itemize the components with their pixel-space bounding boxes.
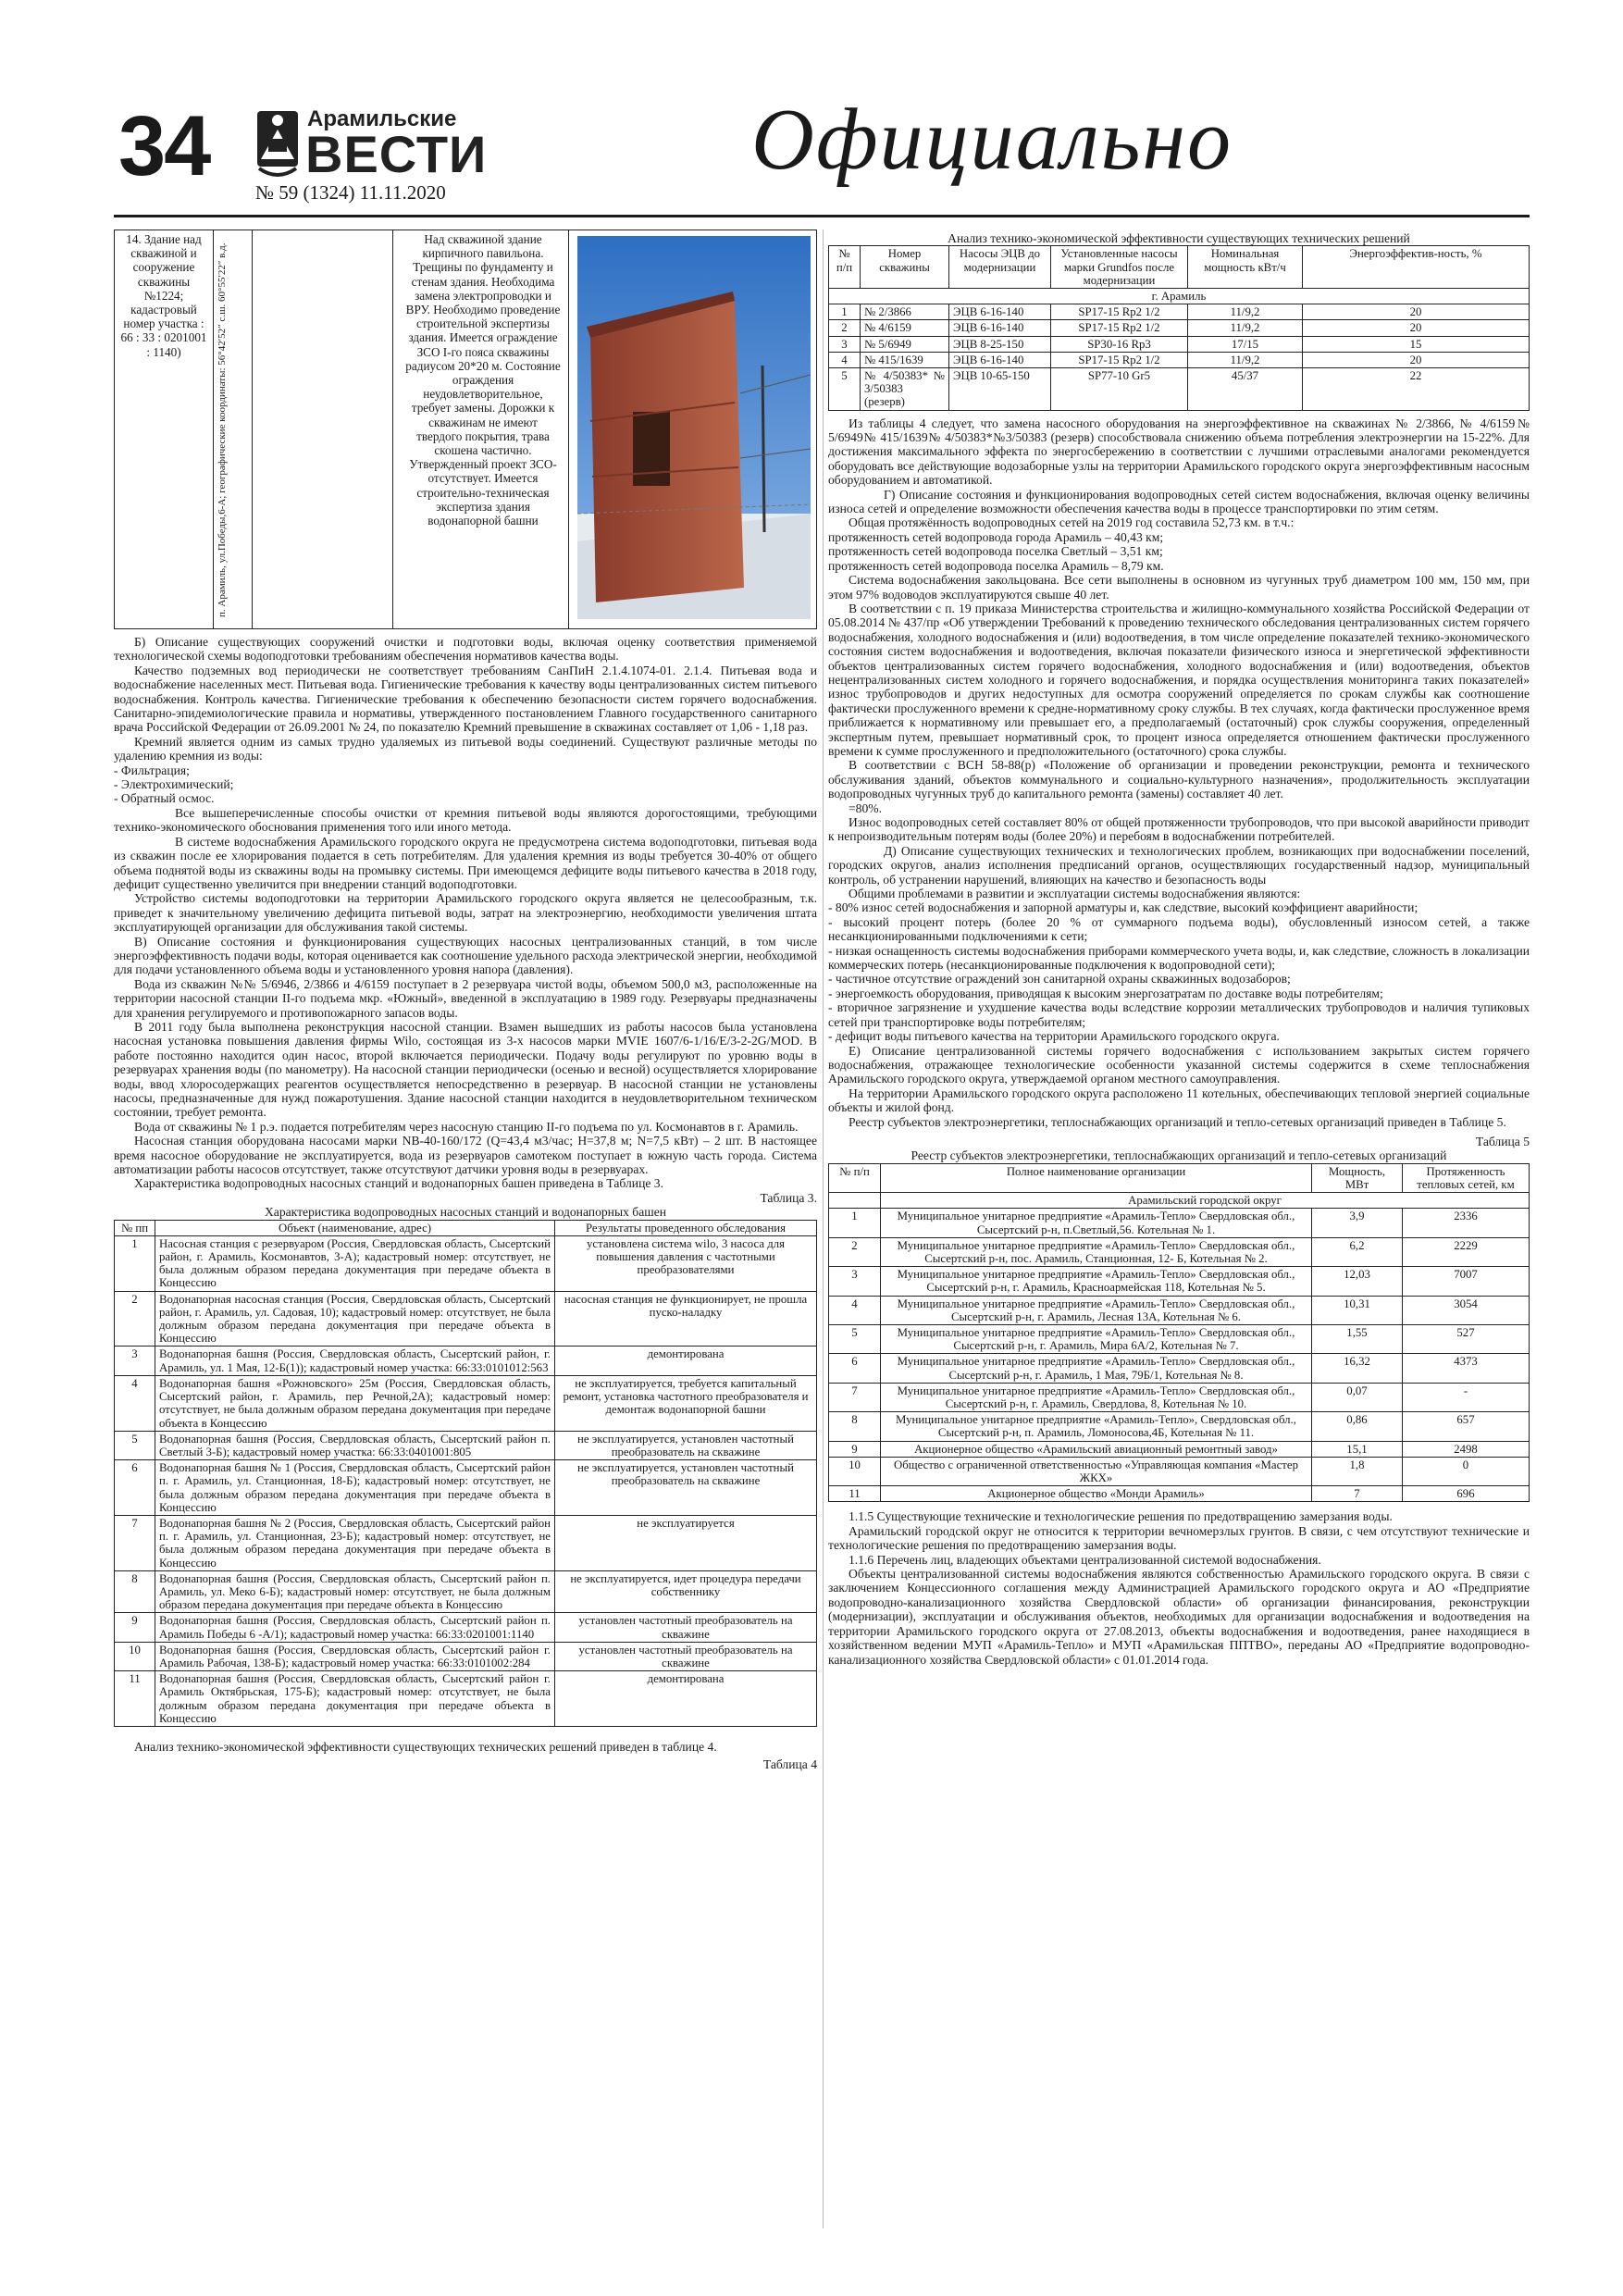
list-item: - высокий процент потерь (более 20 % от суммарного подъема воды), обусловленный износом сетей, а также несанкционированными подключениями к сети; [828, 914, 1530, 944]
cell: 4373 [1403, 1354, 1530, 1383]
cell: 4 [115, 1375, 155, 1431]
column-divider [823, 230, 824, 2228]
cell: 9 [115, 1613, 155, 1642]
cell: 527 [1403, 1325, 1530, 1354]
table-row [829, 1237, 1530, 1266]
paragraph: Общими проблемами в развитии и эксплуатации системы водоснабжения являются: [849, 887, 1301, 901]
cell: Муниципальное унитарное предприятие «Арамиль-Тепло» Свердловская обл., Сысертский р-н, г. Арамиль, Мира 6А/2, Котельная № 7. [881, 1325, 1312, 1354]
cell: демонтирована [555, 1347, 817, 1375]
paragraph: Е) Описание централизованной системы горячего водоснабжения с использованием закрытых систем горячего водоснабжения, отражающее технологические особенности указанной системы содержится в схеме теплоснабжения Арамильского городского округа, утверждаемой органом местного самоуправления. [828, 1043, 1530, 1086]
table-section-row [829, 1193, 1530, 1209]
cell: 3 [115, 1347, 155, 1375]
table-row [115, 1515, 817, 1570]
well-14-state: Над скважиной здание кирпичного павильона. Трещины по фундаменту и стенам здания. Необходима замена электропроводки и ВРУ. Необходимо проведение строительной экспертизы здания. Имеется ограждение ЗСО I-го пояса скважины радиусом 20*20 м. Состояние ограждения неудовлетворительное, требует замены. Дорожки к скважинам не имеют твердого покрытия, трава скошена частично. Утвержденный проект ЗСО-отсутствует. Имеется строительно-техническая экспертиза здания водонапорной башни [405, 232, 561, 528]
cell: Водонапорная башня (Россия, Свердловская область, Сысертский район, г. Арамиль, ул. 1 Мая, 12-Б(1)); кадастровый номер участка: 66:33:0101012:563 [155, 1347, 555, 1375]
cell: Водонапорная насосная станция (Россия, Свердловская область, Сысертский район, г. Арамиль, ул. Садовая, 10); кадастровый номер: отсутствует, не была должным образом передана документация при передаче объекта в Концессию [155, 1291, 555, 1347]
paragraph: Все вышеперечисленные способы очистки от кремния питьевой воды являются дорогостоящими, требующими технико-экономического обоснования применения того или иного метода. [114, 805, 817, 835]
cell: 2 [829, 320, 861, 336]
table-section-row [829, 289, 1530, 304]
table-row [829, 352, 1530, 367]
paragraph: Износ водопроводных сетей составляет 80% от общей протяженности трубопроводов, что при высокой аварийности приводит к непроизводительным потерям воды (более 20%) и перебоям в водоснабжении потребителей. [828, 815, 1530, 844]
cell: ЭЦВ 10-65-150 [949, 368, 1051, 411]
table-row [115, 1235, 817, 1291]
list-item: - 80% износ сетей водоснабжения и запорной арматуры и, как следствие, высокий коэффициент аварийности; [828, 900, 1419, 915]
cell: ЭЦВ 8-25-150 [949, 336, 1051, 352]
paragraph: Анализ технико-экономической эффективности существующих технических решений приведен в таблице 4. [134, 1739, 717, 1754]
paragraph: Объекты централизованной системы водоснабжения являются собственностью Арамильского городского округа. В связи с заключением Концессионного соглашения между Администрацией Арамильского городского округа и АО «Предприятие водопроводно-канализационного хозяйства Свердловской области» об организации финансирования, реконструкции (модернизации), эксплуатации и обслуживания объектов, необходимых для организации водоснабжения и водоотведения на территории Арамильского городского округа от 27.08.2013, объекты водоснабжения и водоотведения, ранее находящиеся в хозяйственном ведении МУП «Арамиль-Тепло» и МУП «Арамильская ППТВО», переданы АО «Предприятие водопроводно-канализационного хозяйства Свердловской области» с 01.01.2014 года. [828, 1567, 1530, 1667]
table-header: Номинальная мощность кВт/ч [1188, 246, 1303, 289]
well-14-block [114, 230, 817, 629]
paragraph: Из таблицы 4 следует, что замена насосного оборудования на энергоэффективное на скважинах № 2/3866, № 4/6159№ 5/6949№ 415/1639№ 4/50383*№3/50383 (резерв) способствовала снижению объема потребления электроэнергии на 15-22%. Для достижения максимального эффекта по энергосбережению в соответствии с лучшими отраслевыми аналогами рекомендуется оборудовать все действующие водозаборные узлы на территории Арамильского городского округа энергоэффективным насосным оборудованием и автоматикой. [828, 416, 1530, 488]
cell: 1,8 [1312, 1457, 1403, 1485]
cell: ЭЦВ 6-16-140 [949, 304, 1051, 320]
cell: 20 [1303, 352, 1530, 367]
table-row [829, 336, 1530, 352]
well-14-object: 14. Здание над скважиной и сооружение скважины №1224; кадастровый номер участка : 66 : 33 : 0201001 : 1140) [115, 230, 214, 628]
cell: SP17-15 Rp2 1/2 [1051, 320, 1188, 336]
cell: Муниципальное унитарное предприятие «Арамиль-Тепло» Свердловская обл., Сысертский р-н, пос. Арамиль, Станционная, 12- Б, Котельная № 2. [881, 1237, 1312, 1266]
cell: SP17-15 Rp2 1/2 [1051, 352, 1188, 367]
cell: 2 [829, 1237, 881, 1266]
cell: ЭЦВ 6-16-140 [949, 352, 1051, 367]
paragraph: Общая протяжённость водопроводных сетей на 2019 год составила 52,73 км. в т.ч.: [849, 515, 1295, 530]
table-header-row [829, 1163, 1530, 1192]
cell: 0,07 [1312, 1383, 1403, 1411]
list-item: - энергоемкость оборудования, приводящая к высоким энергозатратам по доставке воды потребителям; [828, 986, 1383, 1000]
cell: Водонапорная башня (Россия, Свердловская область, Сысертский район п. Арамиль, ул. Меко 6-Б); кадастровый номер: отсутствует, не была должным образом передана документация при передаче объекта в Концессию [155, 1570, 555, 1613]
table-row [829, 1296, 1530, 1324]
cell: Общество с ограниченной ответственностью «Управляющая компания «Мастер ЖКХ» [881, 1457, 1312, 1485]
cell: не эксплуатируется, установлен частотный преобразователь на скважине [555, 1431, 817, 1459]
cell: SP17-15 Rp2 1/2 [1051, 304, 1188, 320]
paragraph: На территории Арамильского городского округа расположено 11 котельных, обеспечивающих тепловой энергией социальные объекты и жилой фонд. [828, 1086, 1530, 1115]
table-row [115, 1460, 817, 1516]
cell: 8 [829, 1412, 881, 1441]
cell: Акционерное общество «Арамильский авиационный ремонтный завод» [881, 1441, 1312, 1457]
table-header: Мощность, МВт [1312, 1163, 1403, 1192]
paragraph: 1.1.6 Перечень лиц, владеющих объектами централизованной системой водоснабжения. [849, 1552, 1321, 1567]
list-item: - вторичное загрязнение и ухудшение качества воды вследствие коррозии металлических трубопроводов и наличия тупиковых сетей при транспортировке воды потребителям; [828, 1000, 1530, 1029]
table5-number: Таблица 5 [1475, 1134, 1530, 1148]
cell: Арамильский городской округ [881, 1193, 1530, 1209]
table-row [115, 1431, 817, 1459]
cell: 22 [1303, 368, 1530, 411]
table4 [828, 245, 1530, 410]
cell: Водонапорная башня № 1 (Россия, Свердловская область, Сысертский район п. г. Арамиль, ул. Станционная, 18-Б); кадастровый номер: отсутствует, не была должным образом передана документация при передаче объекта в Концессию [155, 1460, 555, 1516]
table-row [829, 1209, 1530, 1237]
paragraph: =80%. [849, 800, 882, 815]
table-row [829, 1412, 1530, 1441]
cell: Муниципальное унитарное предприятие «Арамиль-Тепло», Свердловская обл., Сысертский р-н, п. Арамиль, Ломоносова,4Б, Котельная № 11. [881, 1412, 1312, 1441]
table-header: Номер скважины [861, 246, 949, 289]
page-number: 34 [118, 99, 210, 193]
list-item: - низкая оснащенность системы водоснабжения приборами коммерческого учета воды, и, как следствие, сложность в локализации коммерческих потерь (несанкционированные подключения к водопроводной сети); [828, 943, 1530, 973]
cell: не эксплуатируется, идет процедура передачи собственнику [555, 1570, 817, 1613]
cell: № 4/50383* № 3/50383 (резерв) [861, 368, 949, 411]
logo-line2: ВЕСТИ [305, 125, 487, 183]
cell: 10 [115, 1642, 155, 1670]
paragraph: В соответствии с п. 19 приказа Министерства строительства и жилищно-коммунального хозяйства Российской Федерации от 05.08.2014 № 437/пр «Об утверждении Требований к проведению технического обследования централизованных систем горячего водоснабжения, холодного водоснабжения и (или) водоотведения, в том числе определение показателей технико-экономического состояния систем водоснабжения и водоотведения, включая показатели физического износа и энергетической эффективности объектов централизованных систем горячего водоснабжения, холодного водоснабжения и (или) водоотведения, объектов нецентрализованных систем холодного и горячего водоснабжения, и порядка осуществления мониторинга таких показателей» износ трубопроводов и других недоступных для осмотра сооружений определяется по срокам службы как соотношение фактически прослуженного времени к средне-нормативному сроку службы. В тех случаях, когда фактически прослуженное время приближается к нормативному или превышает его, а предполагаемый (остаточный) срок службы сооружения, определенный экспертным путем, превышает нормативный срок, то процент износа определяется отношением фактически прослуженного времени к сумме прослуженного и предположительного (остаточного) срока службы. [828, 601, 1530, 758]
cell: не эксплуатируется, требуется капитальный ремонт, установка частотного преобразователя и демонтаж водонапорной башни [555, 1375, 817, 1431]
table-row [115, 1642, 817, 1670]
cell: 15 [1303, 336, 1530, 352]
cell: Муниципальное унитарное предприятие «Арамиль-Тепло» Свердловская обл., Сысертский р-н, п.Светлый,56. Котельная № 1. [881, 1209, 1312, 1237]
table-header: Объект (наименование, адрес) [155, 1220, 555, 1235]
list-item: - дефицит воды питьевого качества на территории Арамильского городского округа. [828, 1029, 1280, 1044]
cell: 4 [829, 352, 861, 367]
list-item: протяженность сетей водопровода поселка Светлый – 3,51 км; [828, 544, 1163, 559]
paragraph: Б) Описание существующих сооружений очистки и подготовки воды, включая оценку соответствия применяемой технологической схемы водоподготовки требованиям обеспечения нормативов качества воды. [114, 635, 817, 664]
issue-info: № 59 (1324) 11.11.2020 [255, 181, 446, 204]
list-item: - частичное отсутствие ограждений зон санитарной охраны скважинных водозаборов; [828, 972, 1291, 987]
table-row [829, 320, 1530, 336]
table-row [115, 1570, 817, 1613]
table-row [829, 1325, 1530, 1354]
cell: 11/9,2 [1188, 304, 1303, 320]
list-item: - Электрохимический; [114, 777, 234, 792]
cell: не эксплуатируется [555, 1515, 817, 1570]
cell: 657 [1403, 1412, 1530, 1441]
coat-of-arms-icon [257, 111, 298, 175]
paragraph: 1.1.5 Существующие технические и технологические решения по предотвращению замерзания воды. [849, 1509, 1393, 1524]
cell: 0,86 [1312, 1412, 1403, 1441]
cell: установлен частотный преобразователь на скважине [555, 1642, 817, 1670]
well-building-photo [577, 236, 811, 619]
list-item: - Обратный осмос. [114, 791, 215, 806]
cell: Муниципальное унитарное предприятие «Арамиль-Тепло» Свердловская обл., Сысертский р-н, г. Арамиль, Красноармейская 118, Котельная № 5. [881, 1267, 1312, 1296]
cell: 6,2 [1312, 1237, 1403, 1266]
cell: 1 [115, 1235, 155, 1291]
table-header: № п/п [829, 1163, 881, 1192]
cell: 11/9,2 [1188, 320, 1303, 336]
table-row [829, 1267, 1530, 1296]
cell: 3 [829, 336, 861, 352]
paragraph: Характеристика водопроводных насосных станций и водонапорных башен приведена в Таблице 3. [134, 1176, 663, 1191]
table-header: Полное наименование организации [881, 1163, 1312, 1192]
cell: 5 [829, 368, 861, 411]
cell: 2498 [1403, 1441, 1530, 1457]
paragraph: В соответствии с ВСН 58-88(р) «Положение об организации и проведении реконструкции, ремонта и технического обслуживания зданий, объектов коммунального и социально-культурного назначения», продолжительность эксплуатации водопроводных чугунных труб до капитального ремонта (замены) составляет 40 лет. [828, 758, 1530, 801]
newspaper-logo [255, 104, 487, 183]
cell: Насосная станция с резервуаром (Россия, Свердловская область, Сысертский район, г. Арамиль, Космонавтов, 3-А); кадастровый номер: отсутствует, не была должным образом передана документация при передаче объекта в Концессию [155, 1235, 555, 1291]
table-row [115, 1291, 817, 1347]
cell: 3054 [1403, 1296, 1530, 1324]
paragraph: Система водоснабжения закольцована. Все сети выполнены в основном из чугунных труб диаметром 100 мм, 150 мм, при этом 97% водоводов эксплуатируются свыше 40 лет. [828, 573, 1530, 602]
cell: 2336 [1403, 1209, 1530, 1237]
cell: ЭЦВ 6-16-140 [949, 320, 1051, 336]
table-row [115, 1347, 817, 1375]
paragraph: В 2011 году была выполнена реконструкция насосной станции. Взамен вышедших из работы насосов была установлена насосная установка повышения давления фирмы Wilo, состоящая из 3-х насосов марки MVIE 1607/6-1/16/E/3-2-2G/MOD. В работе постоянно находится один насос, второй включается периодически. Подачу воды регулируют по уровню воды в резервуарах хранения воды (по манометру). На насосной станции периодически (осенью и весной) осуществляется хлорирование воды, ввод хлоросодержащих реагентов осуществляется непосредственно в резервуар. В насосной станции не установлены насосы, предназначенные для нужд пожаротушения. Здание насосной станции находится в неудовлетворительном техническом состоянии, требует ремонта. [114, 1019, 817, 1120]
cell: № 5/6949 [861, 336, 949, 352]
cell: 1 [829, 304, 861, 320]
cell: 10,31 [1312, 1296, 1403, 1324]
table-row [115, 1613, 817, 1642]
table4-number: Таблица 4 [762, 1757, 817, 1772]
table-header: № п/п [829, 246, 861, 289]
cell: № 2/3866 [861, 304, 949, 320]
cell: 7 [115, 1515, 155, 1570]
cell: Муниципальное унитарное предприятие «Арамиль-Тепло» Свердловская обл., Сысертский р-н, г. Арамиль, Свердлова, 8, Котельная № 10. [881, 1383, 1312, 1411]
cell: 7 [829, 1383, 881, 1411]
cell: 696 [1403, 1486, 1530, 1502]
header-rule [114, 215, 1530, 217]
cell: Водонапорная башня (Россия, Свердловская область, Сысертский район г. Арамиль Рабочая, 138-Б); кадастровый номер участка: 66:33:0101002:284 [155, 1642, 555, 1670]
cell: установлена система wilo, 3 насоса для повышения давления с частотными преобразователями [555, 1235, 817, 1291]
table3-number: Таблица 3. [760, 1190, 817, 1205]
table-header-row [115, 1220, 817, 1235]
paragraph: Д) Описание существующих технических и технологических проблем, возникающих при водоснабжении поселений, городских округов, анализ исполнения предписаний органов, осуществляющих государственный надзор, муниципальный контроль, об устранении нарушений, влияющих на качество и безопасность воды [828, 843, 1530, 887]
cell: 1,55 [1312, 1325, 1403, 1354]
table-row [829, 304, 1530, 320]
table5 [828, 1163, 1530, 1503]
table-header: Установленные насосы марки Grundfos после модернизации [1051, 246, 1188, 289]
table-header: Насосы ЭЦВ до модернизации [949, 246, 1051, 289]
paragraph: Устройство системы водоподготовки на территории Арамильского городского округа является не целесообразным, т.к. приведет к значительному увеличению дефицита питьевой воды, затрат на электроэнергию, необходимости увеличения штата эксплуатирующей организации для обслуживания такой системы. [114, 891, 817, 935]
table-row [115, 1671, 817, 1727]
paragraph: Качество подземных вод периодически не соответствует требованиям СанПиН 2.1.4.1074-01. 2.1.4. Питьевая вода и водоснабжение населенных мест. Питьевая вода. Гигиенические требования к качеству воды централизованных систем питьевого водоснабжения. Контроль качества. Гигиенические требования к обеспечению безопасности систем горячего водоснабжения. Санитарно-эпидемиологические правила и нормативы, утвержденного постановлением Главного государственного санитарного врача Российской Федерации от 26.09.2001 № 24, по показателю Кремний превышение в скважинах составляет от 1,06 - 1,18 раз. [114, 663, 817, 735]
cell: 11 [829, 1486, 881, 1502]
table4-title: Анализ технико-экономической эффективности существующих технических решений [948, 231, 1410, 245]
cell: Водонапорная башня (Россия, Свердловская область, Сысертский район п. Светлый 3-Б); кадастровый номер участка: 66:33:0401001:805 [155, 1431, 555, 1459]
table3-title: Характеристика водопроводных насосных станций и водонапорных башен [264, 1205, 667, 1220]
cell: 8 [115, 1570, 155, 1613]
cell: Акционерное общество «Монди Арамиль» [881, 1486, 1312, 1502]
cell: - [1403, 1383, 1530, 1411]
cell: демонтирована [555, 1671, 817, 1727]
list-item: протяженность сетей водопровода города Арамиль – 40,43 км; [828, 529, 1164, 544]
cell: Водонапорная башня (Россия, Свердловская область, Сысертский район г. Арамиль Октябрьская, 175-Б); кадастровый номер: отсутствует, не была должным образом передана документация при передаче объекта в Концессию [155, 1671, 555, 1727]
paragraph: Насосная станция оборудована насосами марки NB-40-160/172 (Q=43,4 м3/час; H=37,8 м; N=7,5 кВт) – 2 шт. В настоящее время насосное оборудование не эксплуатируется, вода из резервуаров самотеком поступает в южную часть города. Система автоматизации работы насосов отсутствует, также отсутствуют датчики уровня воды в резервуарах. [114, 1134, 817, 1177]
table-header: Протяженность тепловых сетей, км [1403, 1163, 1530, 1192]
cell: 1 [829, 1209, 881, 1237]
cell: 5 [829, 1325, 881, 1354]
paragraph: Кремний является одним из самых трудно удаляемых из питьевой воды соединений. Существуют различные методы по удалению кремния из воды: [114, 734, 817, 763]
list-item: - Фильтрация; [114, 763, 190, 777]
paragraph: Г) Описание состояния и функционирования водопроводных сетей систем водоснабжения, включая оценку величины износа сетей и определение возможности обеспечения качества воды в процессе транспортировки по этим сетям. [828, 487, 1530, 516]
logo-line1: Арамильские [307, 106, 457, 131]
right-column-text [828, 231, 1530, 1667]
cell: Водонапорная башня «Рожновского» 25м (Россия, Свердловская область, Сысертский район, г. Арамиль, пер Речной,2А); кадастровый номер: отсутствует, не была должным образом передана документация при передаче объекта в Концессию [155, 1375, 555, 1431]
cell: 20 [1303, 320, 1530, 336]
table-header-row [829, 246, 1530, 289]
cell: г. Арамиль [829, 289, 1530, 304]
table-header: № пп [115, 1220, 155, 1235]
cell: 10 [829, 1457, 881, 1485]
paragraph: В системе водоснабжения Арамильского городского округа не предусмотрена система водоподготовки, питьевая вода из скважин после ее хлорирования подается в сеть потребителям. Для удаления кремния из воды требуется 30-40% от общего объема поднятой воды из скважины воды на промывку системы. При имеющемся дефиците воды питьевого качества в 2018 году, дефицит существенно увеличится при внедрении станций водоподготовки. [114, 834, 817, 891]
cell: Водонапорная башня (Россия, Свердловская область, Сысертский район п. Арамиль Победы 6 -А/1); кадастровый номер участка: 66:33:0201001:1140 [155, 1613, 555, 1642]
cell: SP77-10 Gr5 [1051, 368, 1188, 411]
cell: 3,9 [1312, 1209, 1403, 1237]
table-row [829, 1457, 1530, 1485]
left-column-text [114, 635, 817, 1772]
cell: 11 [115, 1671, 155, 1727]
table-row [829, 1354, 1530, 1383]
cell: 4 [829, 1296, 881, 1324]
cell: 3 [829, 1267, 881, 1296]
cell: 0 [1403, 1457, 1530, 1485]
cell: насосная станция не функционирует, не прошла пуско-наладку [555, 1291, 817, 1347]
cell: не эксплуатируется, установлен частотный преобразователь на скважине [555, 1460, 817, 1516]
list-item: протяженность сетей водопровода поселка Арамиль – 8,79 км. [828, 558, 1164, 573]
table3 [114, 1220, 817, 1727]
paragraph: В) Описание состояния и функционирования существующих насосных централизованных станций, в том числе энергоэффективность подачи воды, которая оценивается как соотношение удельного расхода электрической энергии, необходимой для подачи установленного объема воды и установленного уровня напора (давления). [114, 934, 817, 977]
cell: 6 [115, 1460, 155, 1516]
table-row [115, 1375, 817, 1431]
cell: № 415/1639 [861, 352, 949, 367]
cell: 7007 [1403, 1267, 1530, 1296]
table5-title: Реестр субъектов электроэнергетики, теплоснабжающих организаций и тепло-сетевых организаций [911, 1148, 1447, 1163]
cell: 7 [1312, 1486, 1403, 1502]
cell: Водонапорная башня № 2 (Россия, Свердловская область, Сысертский район п. г. Арамиль, ул. Станционная, 23-Б); кадастровый номер: отсутствует, не была должным образом передана документация при передаче объекта в Концессию [155, 1515, 555, 1570]
cell: 15,1 [1312, 1441, 1403, 1457]
cell: Муниципальное унитарное предприятие «Арамиль-Тепло» Свердловская обл., Сысертский р-н, г. Арамиль, Лесная 13А, Котельная № 6. [881, 1296, 1312, 1324]
cell: 5 [115, 1431, 155, 1459]
table-header: Результаты проведенного обследования [555, 1220, 817, 1235]
cell: 11/9,2 [1188, 352, 1303, 367]
cell: 6 [829, 1354, 881, 1383]
cell: 2 [115, 1291, 155, 1347]
cell: 17/15 [1188, 336, 1303, 352]
cell: 12,03 [1312, 1267, 1403, 1296]
table-row [829, 1383, 1530, 1411]
cell: SP30-16 Rp3 [1051, 336, 1188, 352]
cell: установлен частотный преобразователь на скважине [555, 1613, 817, 1642]
cell: Муниципальное унитарное предприятие «Арамиль-Тепло» Свердловская обл., Сысертский р-н, г. Арамиль, 1 Мая, 79Б/1, Котельная № 8. [881, 1354, 1312, 1383]
cell: 16,32 [1312, 1354, 1403, 1383]
cell: 45/37 [1188, 368, 1303, 411]
section-rubric: Официально [751, 92, 1233, 188]
well-14-address: п. Арамиль, ул.Победы,6-А; географические координаты: 56°42′52″ с.ш. 60°55′22″ в.д. [217, 242, 228, 618]
table-header: Энергоэффектив-ность, % [1303, 246, 1530, 289]
paragraph: Реестр субъектов электроэнергетики, теплоснабжающих организаций и тепло-сетевых организаций приведен в Таблице 5. [849, 1114, 1506, 1129]
cell: № 4/6159 [861, 320, 949, 336]
paragraph: Вода из скважин №№ 5/6946, 2/3866 и 4/6159 поступает в 2 резервуара чистой воды, объемом 500,0 м3, расположенные на территории насосной станции II-го подъема мкр. «Южный», введенной в эксплуатацию в 1989 году. Резервуары предназначены для хранения регулируемого и противопожарного запасов воды. [114, 976, 817, 1020]
paragraph: Арамильский городской округ не относится к территории вечномерзлых грунтов. В связи, с чем отсутствуют технические и технологические решения по предотвращению замерзания воды. [828, 1523, 1530, 1553]
cell: 9 [829, 1441, 881, 1457]
cell: 20 [1303, 304, 1530, 320]
paragraph: Вода от скважины № 1 р.э. подается потребителям через насосную станцию II-го подъема по ул. Космонавтов в г. Арамиль. [134, 1119, 799, 1134]
table-row [829, 1441, 1530, 1457]
cell: 2229 [1403, 1237, 1530, 1266]
table-row [829, 368, 1530, 411]
table-row [829, 1486, 1530, 1502]
